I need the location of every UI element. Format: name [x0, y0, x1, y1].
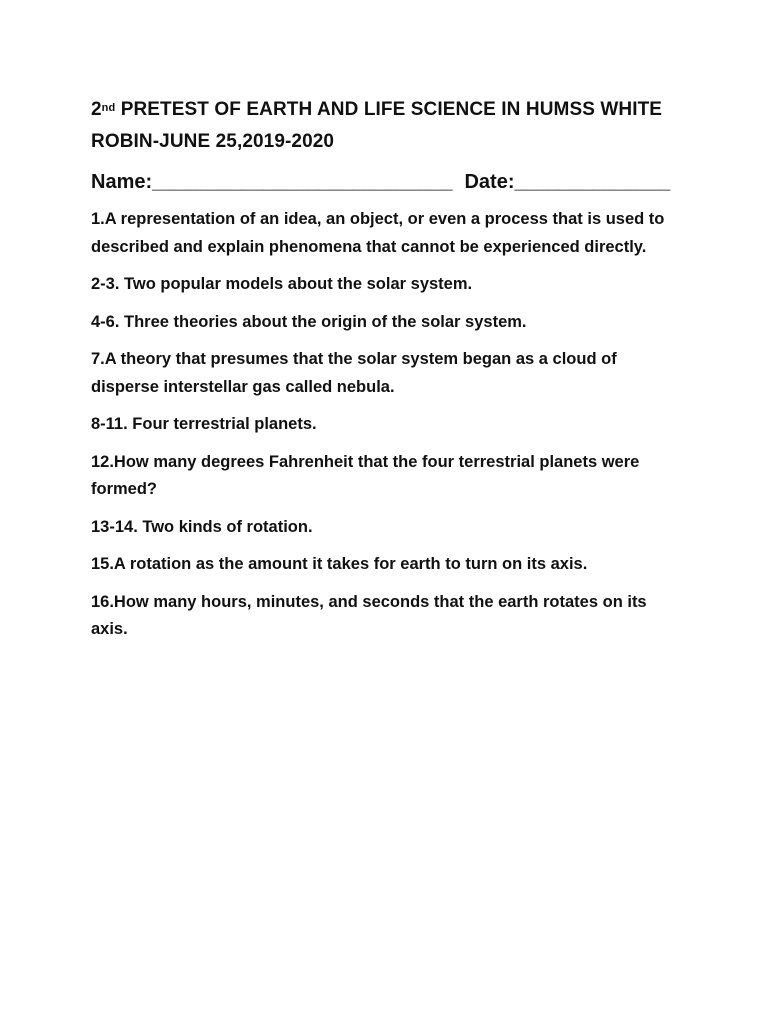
- question-list: [91, 206, 686, 644]
- question-2-3: 2-3. Two popular models about the solar system.: [91, 275, 473, 293]
- question-16: 16.How many hours, minutes, and seconds that the earth rotates on its axis.: [91, 592, 647, 638]
- question-7: 7.A theory that presumes that the solar system began as a cloud of disperse interstellar gas called nebula.: [91, 350, 617, 396]
- question-4-6: 4-6. Three theories about the origin of the solar system.: [91, 312, 527, 331]
- title-number: 2: [91, 99, 102, 120]
- title-superscript: nd: [101, 102, 116, 114]
- title-text: PRETEST OF EARTH AND LIFE SCIENCE IN HUMSS WHITE ROBIN-JUNE 25,2019-2020: [91, 99, 663, 152]
- document-title: [91, 94, 686, 158]
- question-15: 15.A rotation as the amount it takes for earth to turn on its axis.: [91, 555, 588, 573]
- question-12: 12.How many degrees Fahrenheit that the four terrestrial planets were formed?: [91, 452, 640, 498]
- question-8-11: 8-11. Four terrestrial planets.: [91, 415, 317, 433]
- name-date-line: [91, 168, 686, 196]
- date-field-label: Date:______________: [464, 171, 671, 193]
- question-13-14: 13-14. Two kinds of rotation.: [91, 517, 313, 536]
- question-1: 1.A representation of an idea, an object, or even a process that is used to described and explain phenomena that cannot be experienced directly.: [91, 210, 665, 256]
- name-field-label: Name:___________________________: [91, 171, 453, 193]
